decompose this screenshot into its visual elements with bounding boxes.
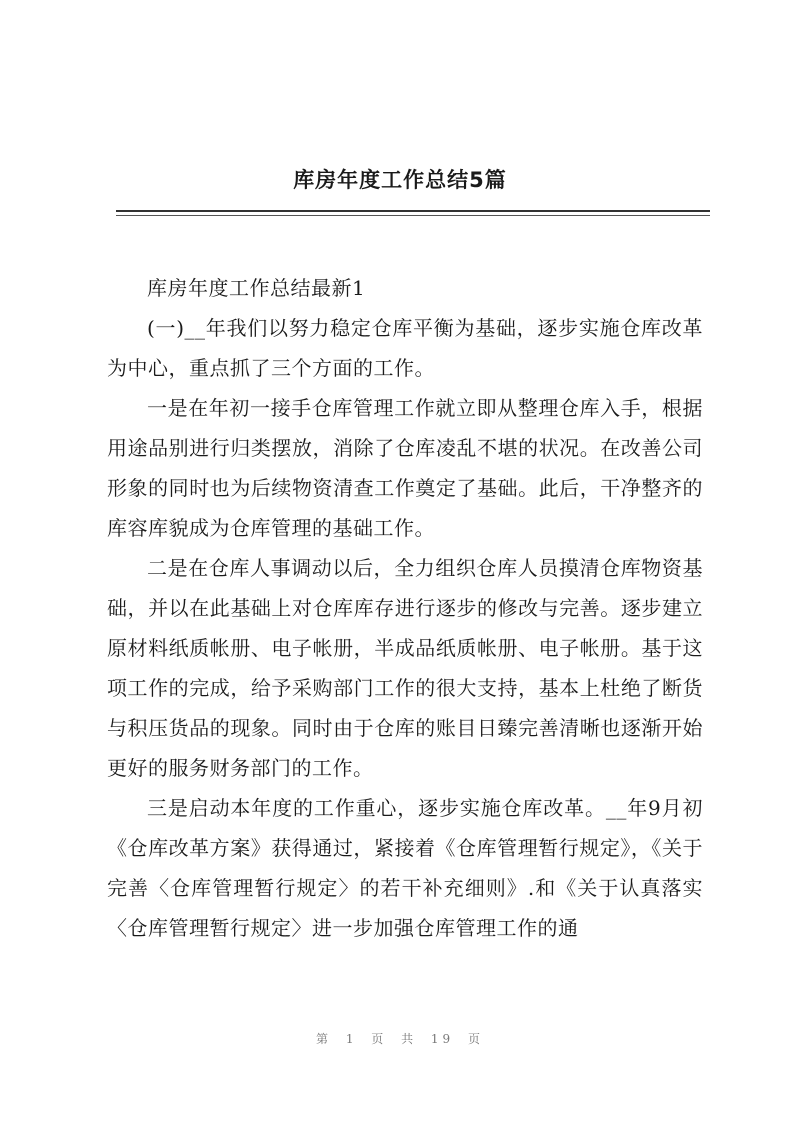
- title-underline-thin: [116, 215, 710, 216]
- paragraph-second-point: 二是在仓库人事调动以后，全力组织仓库人员摸清仓库物资基础，并以在此基础上对仓库库存进行逐步的修改与完善。逐步建立原材料纸质帐册、电子帐册，半成品纸质帐册、电子帐册。基于这项工作的完成，给予采购部门工作的很大支持，基本上杜绝了断货与积压货品的现象。同时由于仓库的账目日臻完善清晰也逐渐开始更好的服务财务部门的工作。: [107, 556, 703, 780]
- section-heading: 库房年度工作总结最新1: [147, 276, 366, 300]
- paragraph-intro: (一)__年我们以努力稳定仓库平衡为基础，逐步实施仓库改革为中心，重点抓了三个方面的工作。: [107, 316, 703, 380]
- document-body: [107, 268, 703, 948]
- page-number-footer: 第 1 页 共 19 页: [316, 1032, 484, 1046]
- document-title: 库房年度工作总结5篇: [293, 168, 507, 192]
- paragraph-third-point: 三是启动本年度的工作重心，逐步实施仓库改革。__年9月初《仓库改革方案》获得通过，紧接着《仓库管理暂行规定》，《关于完善〈仓库管理暂行规定〉的若干补充细则》.和《关于认真落实〈仓库管理暂行规定〉进一步加强仓库管理工作的通: [107, 796, 703, 940]
- paragraph-first-point: 一是在年初一接手仓库管理工作就立即从整理仓库入手，根据用途品别进行归类摆放，消除了仓库凌乱不堪的状况。在改善公司形象的同时也为后续物资清查工作奠定了基础。此后，干净整齐的库容库貌成为仓库管理的基础工作。: [107, 396, 703, 540]
- title-underline: [116, 210, 710, 212]
